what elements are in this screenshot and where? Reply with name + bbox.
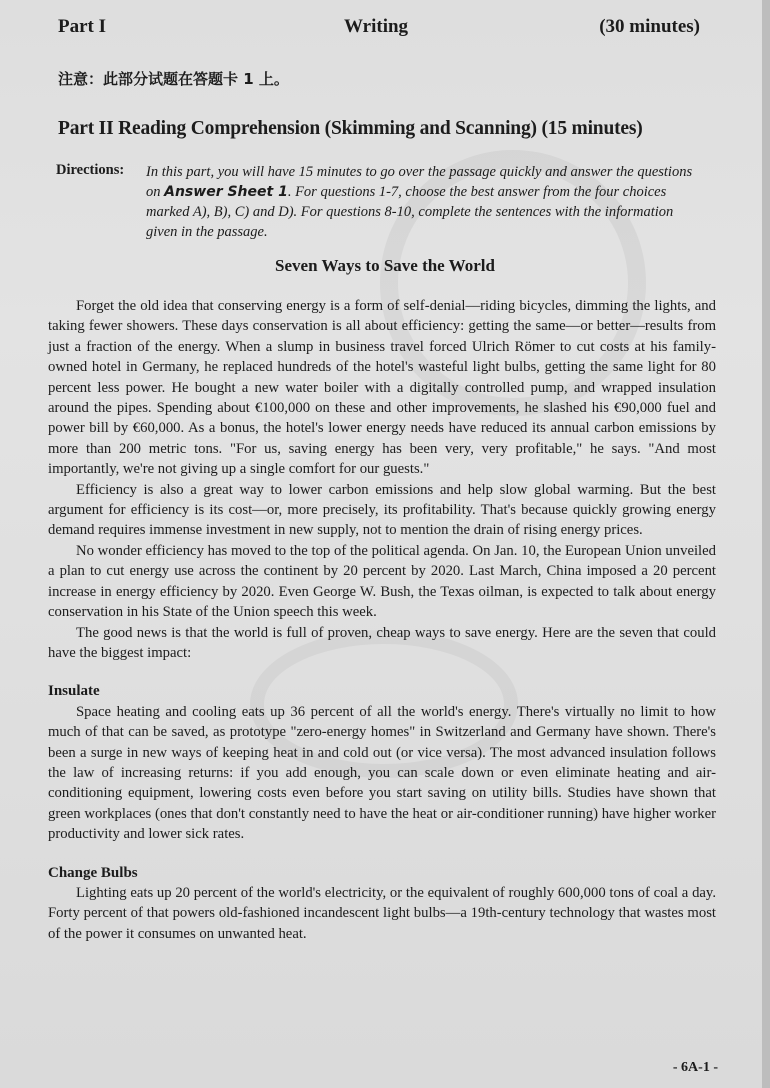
page-number: - 6A-1 - xyxy=(672,1060,718,1075)
directions-text-after: . For questions 1-7, choose the best answer from the four choices marked A), B), C) and D). For questions 8-10, complete the sentences with the information given in the passage. xyxy=(146,184,674,240)
section-heading-insulate: Insulate xyxy=(48,683,100,700)
article-title: Seven Ways to Save the World xyxy=(275,256,495,275)
directions-text xyxy=(146,162,706,242)
article-paragraph: The good news is that the world is full of proven, cheap ways to save energy. Here are the seven that could have the biggest impact: xyxy=(48,624,716,661)
part1-label: Part I xyxy=(58,16,107,37)
part1-header xyxy=(58,16,708,44)
article-paragraph: No wonder efficiency has moved to the top of the political agenda. On Jan. 10, the European Union unveiled a plan to cut energy use across the continent by 20 percent by 2020. Last March, China imposed a 20 percent increase in energy efficiency by 2020. Even George W. Bush, the Texas oilman, is expected to talk about energy conservation in his State of the Union speech this week. xyxy=(48,542,716,621)
section-text-change-bulbs: Lighting eats up 20 percent of the world's electricity, or the equivalent of roughly 600,000 tons of coal a day. Forty percent of that powers old-fashioned incandescent light bulbs—a 19th-century technology that wastes most of the power it consumes on unwanted heat. xyxy=(48,884,716,942)
directions-text-before: In this part, you will have 15 minutes to go over the passage quickly and answer the questions on xyxy=(146,164,693,200)
directions-label: Directions: xyxy=(56,162,125,178)
answer-sheet-ref: Answer Sheet 1 xyxy=(164,184,288,200)
writing-title: Writing xyxy=(344,16,409,37)
part2-title: Part II Reading Comprehension (Skimming and Scanning) (15 minutes) xyxy=(58,118,643,139)
article-body xyxy=(48,296,716,944)
binding-edge xyxy=(762,0,770,1088)
article-paragraph: Efficiency is also a great way to lower carbon emissions and help slow global warming. But the best argument for efficiency is its cost—or, more precisely, its profitability. That's because quickly growing energy demand requires immense investment in new supply, not to mention the drain of rising energy prices. xyxy=(48,481,716,539)
section-text-insulate: Space heating and cooling eats up 36 percent of all the world's energy. There's virtually no limit to how much of that can be saved, as prototype "zero-energy homes" in Switzerland and Germany have shown. There's been a surge in new ways of keeping heat in and cold out (or vice versa). The most advanced insulation follows the law of increasing returns: if you add enough, you can scale down or even eliminate heating and air-conditioning equipment, lowering costs even before you start saving on utility bills. Studies have shown that green workplaces (ones that don't constantly need to have the heat or air-conditioner running) have higher worker productivity and lower sick rates. xyxy=(48,703,716,843)
section-heading-change-bulbs: Change Bulbs xyxy=(48,864,138,881)
answer-sheet-note: 注意：此部分试题在答题卡 1 上。 xyxy=(58,70,289,88)
article-paragraph: Forget the old idea that conserving energy is a form of self-denial—riding bicycles, dimming the lights, and taking fewer showers. These days conservation is all about efficiency: getting the same—or better—results from just a fraction of the energy. When a slump in business travel forced Ulrich Römer to cut costs at his family-owned hotel in Germany, he replaced hundreds of the hotel's wasteful light bulbs, getting the same light for 80 percent less power. He bought a new water boiler with a digitally controlled pump, and wrapped insulation around the pipes. Spending about €100,000 on these and other improvements, he slashed his €90,000 fuel and power bill by €60,000. As a bonus, the hotel's lower energy needs have reduced its annual carbon emissions by more than 200 metric tons. "For us, saving energy has been very, very profitable," he says. "And most importantly, we're not giving up a single comfort for our guests." xyxy=(48,298,716,478)
writing-duration: (30 minutes) xyxy=(599,16,700,37)
